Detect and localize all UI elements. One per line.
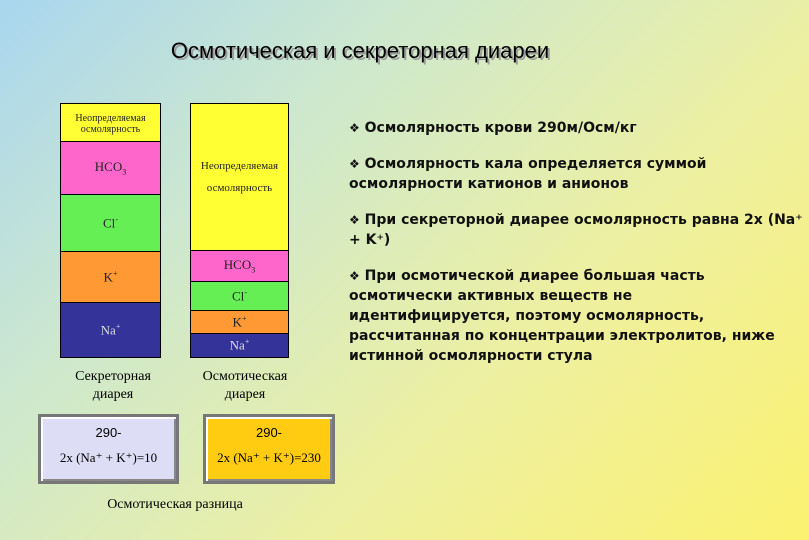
osmotic-hco3-label: $HCO_3$: [223, 257, 256, 275]
secretory-hco3-segment: [61, 141, 160, 194]
secretory-k-label: K+: [103, 268, 118, 285]
secretory-na-label: Na+: [100, 321, 121, 338]
secretory-na-segment: [61, 302, 160, 357]
osmotic-na-label: Na+: [229, 337, 250, 353]
osmotic-hco3-segment: [191, 250, 288, 281]
bullet-item: ❖ При осмотической диарее большая часть осмотически активных веществ не идентифицируется, поэтому осмолярность, рассчитанная по концентрации электролитов, ниже истинной осмолярности стула: [349, 268, 775, 364]
secretory-hco3-label: $HCO_3$: [94, 159, 127, 177]
secretory-calc-line2: 2x (Na⁺ + K⁺)=10: [59, 450, 158, 465]
secretory-cl-segment: [61, 194, 160, 251]
diamond-bullet-icon: ❖: [349, 121, 360, 135]
osmotic-k-segment: [191, 310, 288, 333]
diamond-bullet-icon: ❖: [349, 213, 360, 227]
osmotic-k-label: K+: [232, 313, 247, 330]
secretory-cl-label: Cl-: [103, 214, 118, 231]
osmotic-column: [190, 103, 289, 358]
osmotic-unknown-label: Неопределяемая осмолярность: [200, 160, 279, 194]
secretory-unknown-segment: [61, 104, 160, 141]
osmotic-cl-label: Cl-: [232, 287, 247, 304]
osmotic-difference-label: Осмотическая разница: [107, 497, 243, 512]
secretory-unknown-label: Неопределяемая осмолярность: [75, 112, 146, 135]
bullet-item: ❖ При секреторной диарее осмолярность равна 2х (Na⁺ + K⁺): [349, 212, 803, 248]
diamond-bullet-icon: ❖: [349, 269, 360, 283]
osmotic-caption: Осмотическая диарея: [202, 369, 288, 402]
osmotic-calc-box: [203, 414, 335, 484]
secretory-k-segment: [61, 251, 160, 302]
osmotic-na-segment: [191, 333, 288, 357]
osmotic-calc-line1: 290-: [255, 425, 283, 440]
secretory-calc-line1: 290-: [95, 425, 122, 440]
bullet-item: ❖ Осмолярность кала определяется суммой осмолярности катионов и анионов: [349, 156, 707, 192]
slide-title: Осмотическая и секреторная диареи: [170, 38, 550, 63]
osmotic-cl-segment: [191, 281, 288, 310]
secretory-column: [60, 103, 161, 358]
osmotic-calc-line2: 2x (Na⁺ + K⁺)=230: [217, 450, 321, 465]
osmotic-unknown-segment: [191, 104, 288, 250]
secretory-calc-box: [38, 414, 179, 484]
secretory-caption: Секреторная диарея: [75, 369, 151, 402]
bullet-item: ❖ Осмолярность крови 290м/Осм/кг: [349, 120, 637, 136]
diamond-bullet-icon: ❖: [349, 157, 360, 171]
bullet-list: [349, 118, 803, 366]
